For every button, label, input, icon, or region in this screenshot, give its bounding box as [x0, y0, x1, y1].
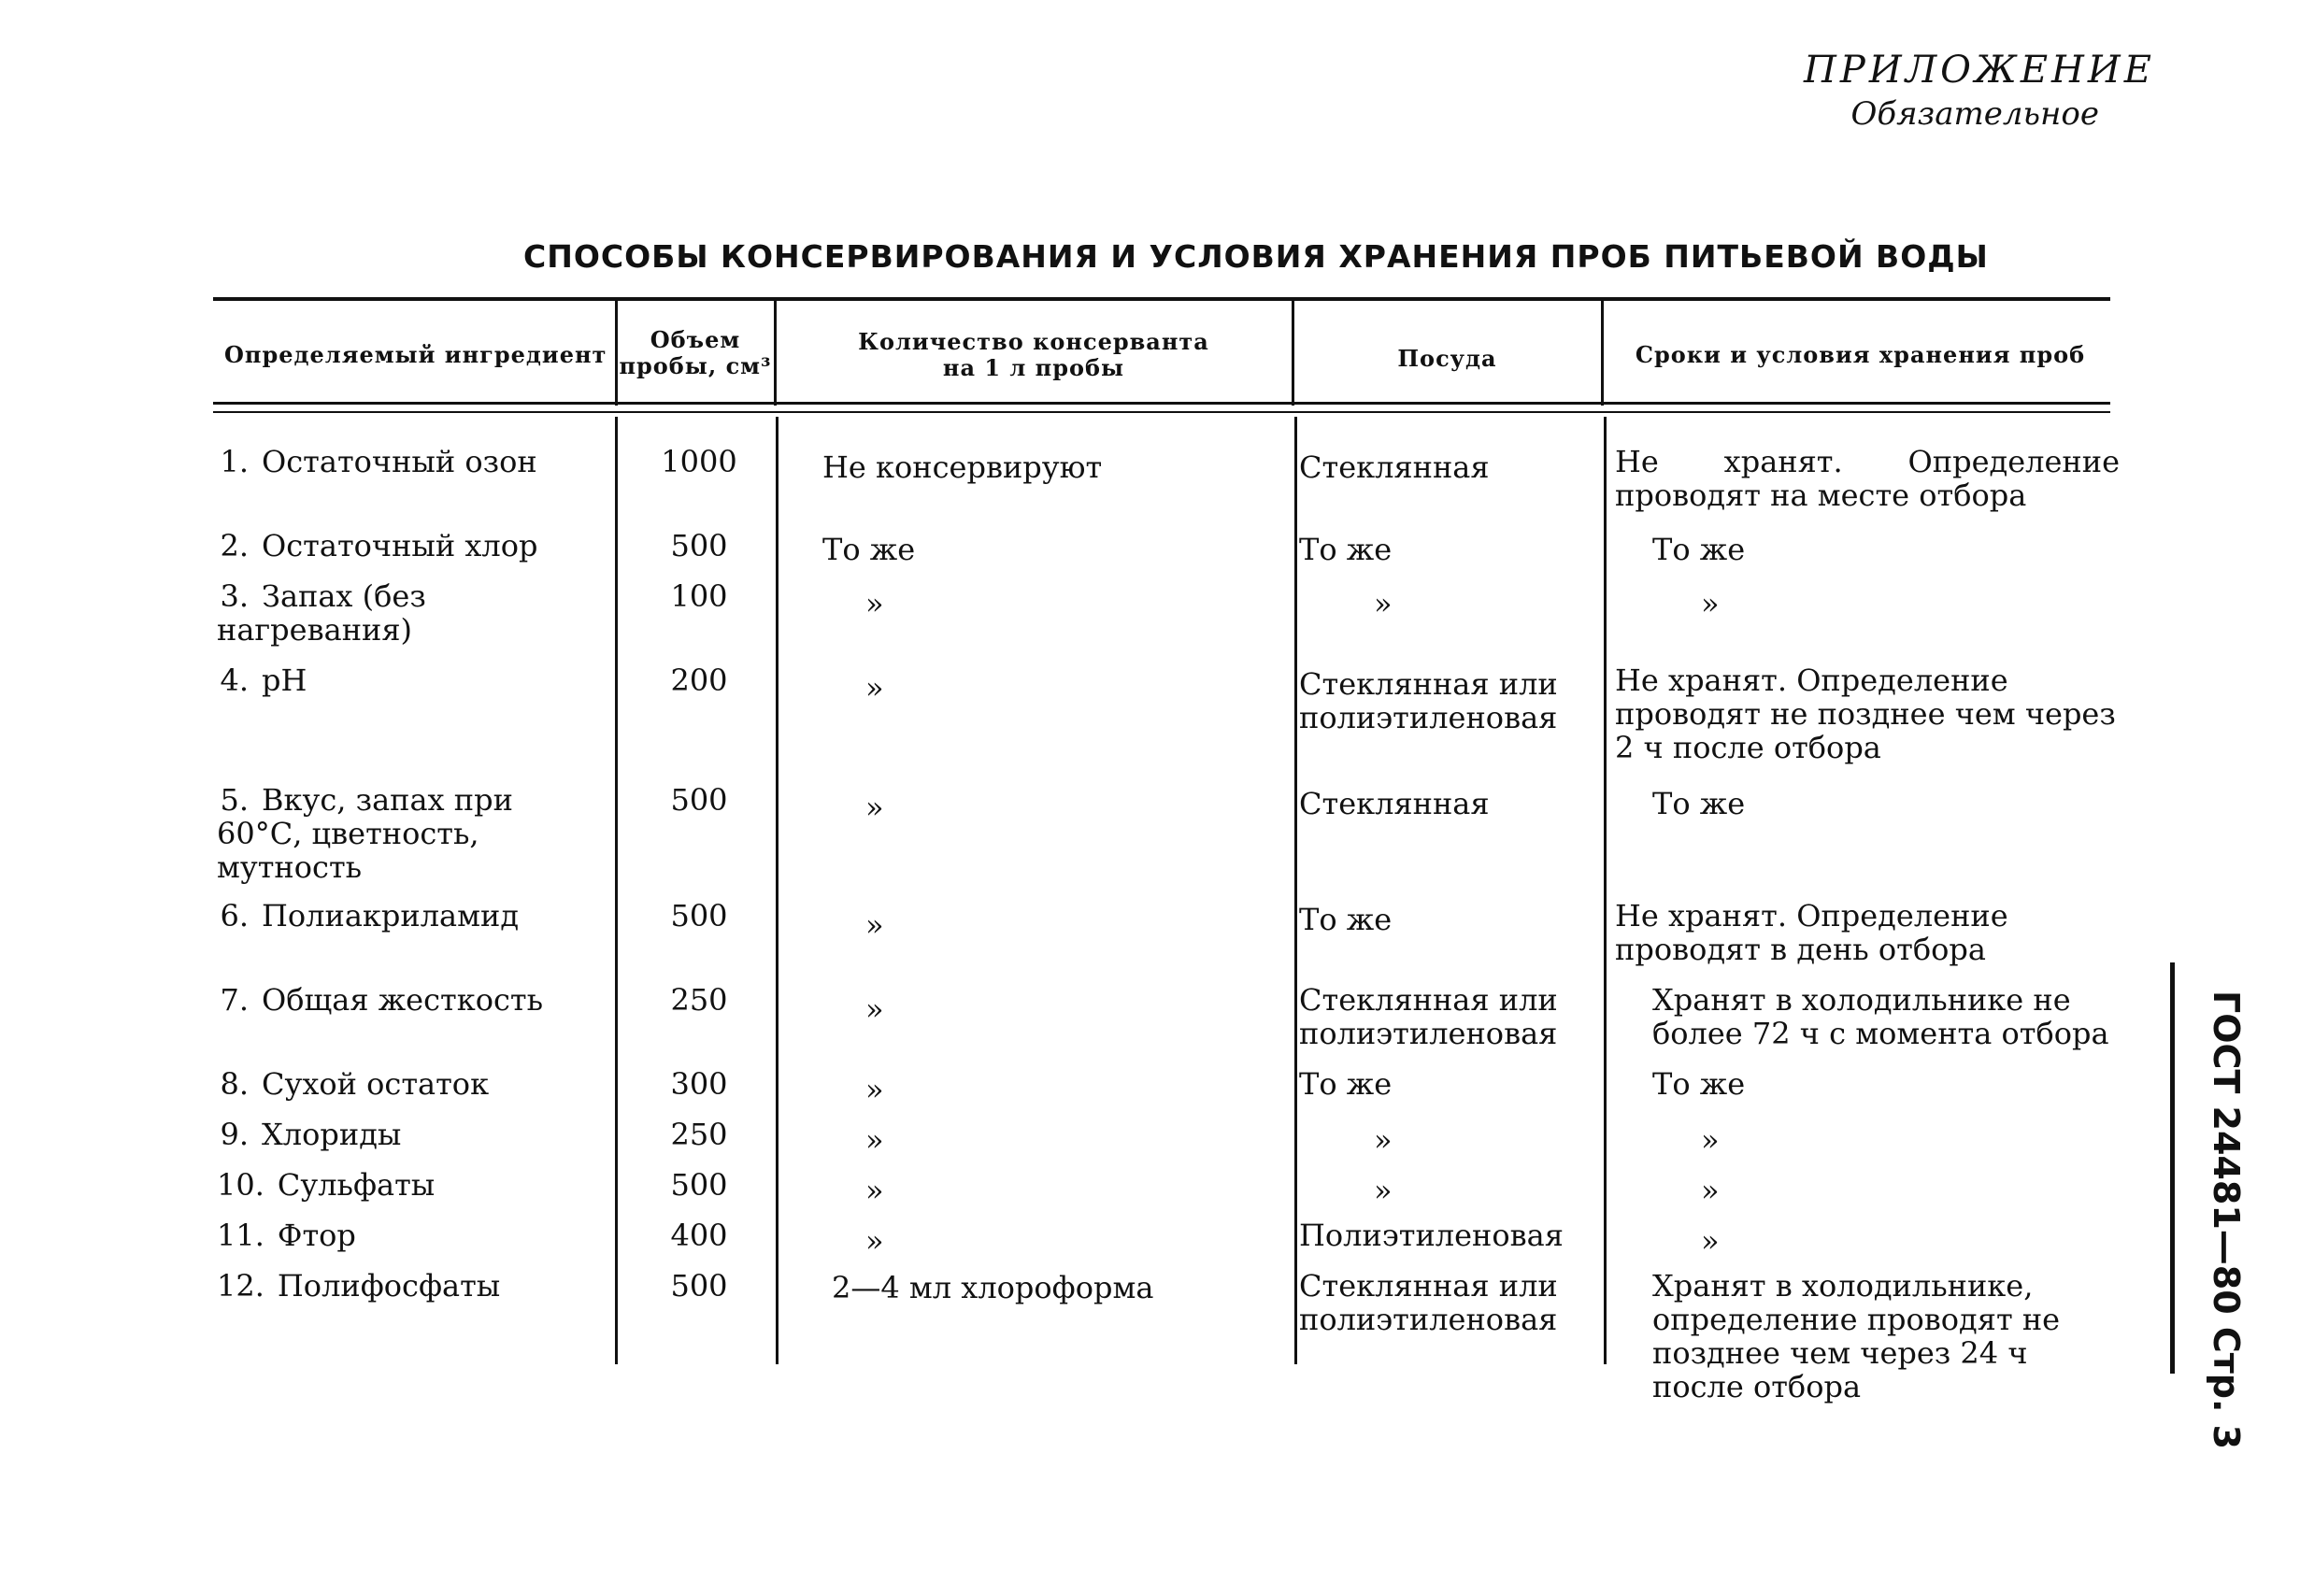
table-row-4-volume: 200: [670, 663, 728, 698]
table-row-9-container: »: [1374, 1122, 1393, 1158]
table-row-2-preservative: То же: [822, 532, 916, 567]
table-row-11-preservative: »: [865, 1223, 884, 1259]
ingredient-name: Полиакриламид: [262, 898, 520, 933]
table-row-9-storage: »: [1701, 1122, 1720, 1158]
table-row-7-preservative: »: [865, 991, 884, 1027]
table-row-4-storage: Не хранят. Определение проводят не позднее чем через 2 ч после отбора: [1615, 663, 2116, 765]
table-row-1-ingredient: [217, 445, 609, 478]
table-row-8-ingredient: [217, 1067, 609, 1101]
ingredient-name: Полифосфаты: [277, 1268, 501, 1304]
table-row-12-ingredient: [217, 1269, 609, 1303]
header-ingredient-label: Определяемый ингредиент: [224, 341, 607, 368]
table-row-3-ingredient: [217, 579, 591, 647]
table-title: СПОСОБЫ КОНСЕРВИРОВАНИЯ И УСЛОВИЯ ХРАНЕНИЯ ПРОБ ПИТЬЕВОЙ ВОДЫ: [523, 238, 1989, 275]
table-row-4-preservative: »: [865, 670, 884, 705]
table-row-11-ingredient: [217, 1218, 609, 1252]
header-ingredient: [224, 341, 607, 368]
table-row-10-storage: »: [1701, 1173, 1720, 1208]
table-row-8-container: То же: [1299, 1066, 1393, 1102]
table-row-8-preservative: »: [865, 1072, 884, 1107]
table-row-8-storage: То же: [1652, 1066, 1746, 1102]
row-number: 9.: [220, 1117, 249, 1152]
ingredient-name: Фтор: [277, 1218, 356, 1253]
table-row-6-container: То же: [1299, 902, 1393, 937]
col-divider: [774, 301, 777, 406]
table-row-3-storage: »: [1701, 586, 1720, 621]
row-number: 12.: [217, 1268, 264, 1304]
row-number: 3.: [220, 578, 249, 614]
row-number: 5.: [220, 782, 249, 818]
table-row-7-storage: Хранят в холодильнике не более 72 ч с момента отбора: [1652, 982, 2109, 1051]
table-row-10-ingredient: [217, 1168, 609, 1202]
table-row-9-preservative: »: [865, 1122, 884, 1158]
header-storage-label: Сроки и условия хранения проб: [1635, 341, 2086, 368]
header-preservative-line2: на 1 л пробы: [942, 354, 1125, 381]
col-divider: [615, 417, 618, 1364]
col-divider: [1601, 301, 1604, 406]
table-row-6-storage: Не хранят. Определение проводят в день отбора: [1615, 898, 2008, 967]
header-volume: [619, 327, 772, 379]
header-preservative: [778, 329, 1290, 381]
table-row-5-storage: То же: [1652, 786, 1746, 821]
col-divider: [615, 301, 618, 406]
ingredient-name: Сухой остаток: [262, 1066, 490, 1102]
table-row-10-preservative: »: [865, 1173, 884, 1208]
table-top-rule: [213, 297, 2110, 301]
table-row-9-ingredient: [217, 1118, 609, 1151]
ingredient-name: Общая жесткость: [262, 982, 543, 1018]
table-row-1-container: Стеклянная: [1299, 449, 1490, 485]
header-container-label: Посуда: [1397, 345, 1497, 372]
table-row-5-volume: 500: [670, 782, 728, 818]
row-number: 2.: [220, 528, 249, 563]
side-label: ГОСТ 24481—80 Стр. 3: [2206, 990, 2247, 1450]
row-number: 4.: [220, 663, 249, 698]
table-row-11-storage: »: [1701, 1223, 1720, 1259]
table-row-9-volume: 250: [670, 1117, 728, 1152]
table-row-2-volume: 500: [670, 528, 728, 563]
col-divider: [1292, 301, 1294, 406]
table-row-1-preservative: Не консервируют: [822, 449, 1103, 485]
appendix-subtitle: Обязательное: [1850, 95, 2099, 133]
ingredient-name: Остаточный хлор: [262, 528, 538, 563]
table-row-7-ingredient: [217, 983, 609, 1017]
ingredient-name: Вкус, запах при 60°С, цветность, мутность: [217, 782, 513, 885]
table-row-3-preservative: »: [865, 586, 884, 621]
ingredient-name: Хлориды: [262, 1117, 402, 1152]
header-container: [1295, 346, 1599, 372]
row-number: 1.: [220, 444, 249, 479]
table-row-2-storage: То же: [1652, 532, 1746, 567]
side-rule: [2170, 962, 2175, 1374]
table-row-7-container: Стеклянная или полиэтиленовая: [1299, 982, 1558, 1051]
ingredient-name: Запах (без нагревания): [217, 578, 426, 648]
table-row-6-ingredient: [217, 899, 609, 933]
table-row-11-volume: 400: [670, 1218, 728, 1253]
header-bottom-rule-1: [213, 402, 2110, 405]
table-row-4-ingredient: [217, 663, 609, 697]
table-row-11-container: Полиэтиленовая: [1299, 1218, 1564, 1253]
row-number: 8.: [220, 1066, 249, 1102]
row-number: 7.: [220, 982, 249, 1018]
appendix-title: ПРИЛОЖЕНИЕ: [1804, 49, 2155, 92]
header-storage: [1606, 342, 2115, 368]
table-row-1-volume: 1000: [661, 444, 737, 479]
row-number: 10.: [217, 1167, 264, 1203]
table-row-10-container: »: [1374, 1173, 1393, 1208]
table-row-7-volume: 250: [670, 982, 728, 1018]
table-row-4-container: Стеклянная или полиэтиленовая: [1299, 666, 1558, 735]
header-preservative-line1: Количество консерванта: [858, 328, 1209, 355]
table-row-3-volume: 100: [670, 578, 728, 614]
table-row-5-ingredient: [217, 783, 586, 884]
col-divider: [776, 417, 779, 1364]
table-row-1-storage: Не хранят. Определение проводят на месте отбора: [1615, 444, 2120, 513]
ingredient-name: Остаточный озон: [262, 444, 537, 479]
table-row-8-volume: 300: [670, 1066, 728, 1102]
ingredient-name: Сульфаты: [277, 1167, 436, 1203]
table-row-12-volume: 500: [670, 1268, 728, 1304]
table-row-12-preservative: 2—4 мл хлороформа: [832, 1270, 1154, 1305]
ingredient-name: pH: [262, 663, 307, 698]
table-row-12-storage: Хранят в холодильнике, определение проводят не позднее чем через 24 ч после отбора: [1652, 1268, 2061, 1404]
table-row-2-ingredient: [217, 529, 609, 563]
row-number: 11.: [217, 1218, 264, 1253]
table-row-10-volume: 500: [670, 1167, 728, 1203]
table-row-5-container: Стеклянная: [1299, 786, 1490, 821]
table-row-6-preservative: »: [865, 907, 884, 943]
header-volume-line2: пробы, см³: [619, 352, 772, 379]
col-divider: [1294, 417, 1297, 1364]
header-bottom-rule-2: [213, 411, 2110, 413]
table-row-5-preservative: »: [865, 790, 884, 825]
header-volume-line1: Объем: [650, 326, 741, 353]
table-row-3-container: »: [1374, 586, 1393, 621]
table-row-6-volume: 500: [670, 898, 728, 933]
table-row-12-container: Стеклянная или полиэтиленовая: [1299, 1268, 1558, 1337]
table-row-2-container: То же: [1299, 532, 1393, 567]
row-number: 6.: [220, 898, 249, 933]
